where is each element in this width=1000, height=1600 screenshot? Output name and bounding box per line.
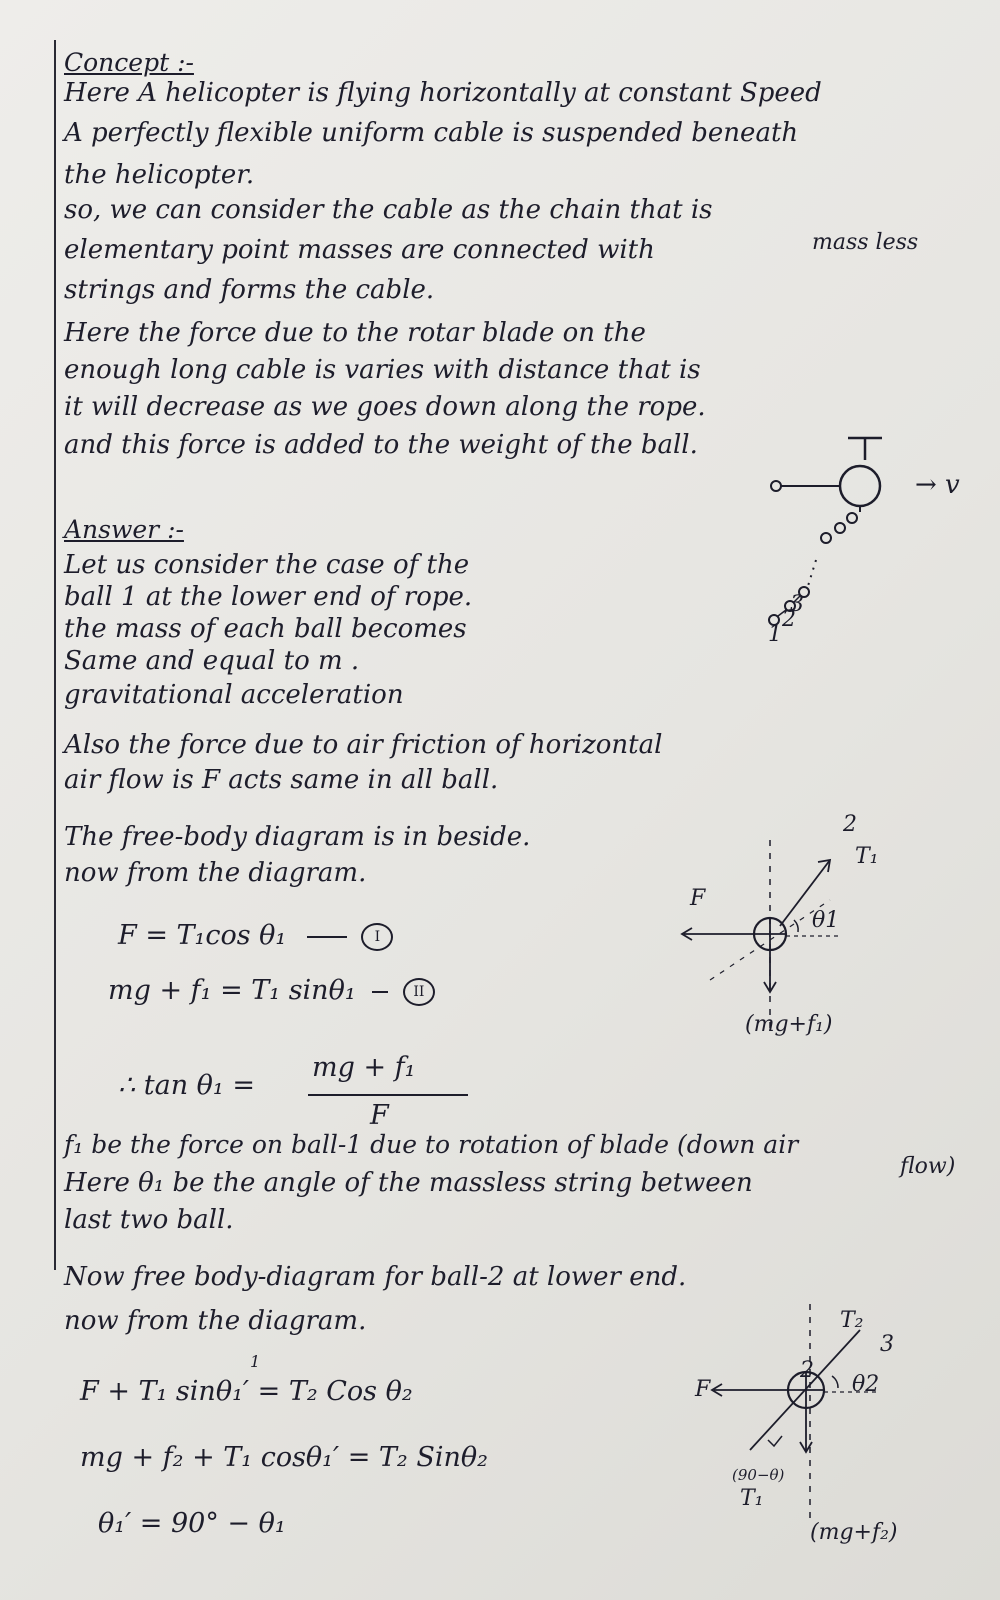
tan-equation-denominator: F: [370, 1100, 389, 1131]
concept-line-1: Here A helicopter is flying horizontally at constant Speed: [64, 78, 822, 108]
concept-heading: Concept :-: [64, 48, 194, 77]
margin-line: [54, 40, 56, 1270]
chain-label-3: 3: [790, 592, 804, 617]
fbd2-tension-top-label: T₂: [840, 1308, 864, 1333]
concept-line-10: and this force is added to the weight of the ball.: [64, 430, 698, 460]
equation-2-text: mg + f₁ = T₁ sinθ₁: [108, 975, 356, 1006]
explanation-line-5: now from the diagram.: [64, 1306, 367, 1336]
explanation-line-1: f₁ be the force on ball-1 due to rotation of blade (down air: [64, 1130, 799, 1159]
fbd2-node-top-label: 3: [880, 1332, 894, 1357]
equation-2-tag: II: [403, 978, 435, 1006]
equation-1-tag: I: [361, 923, 393, 951]
equation-4: mg + f₂ + T₁ cosθ₁′ = T₂ Sinθ₂: [80, 1442, 488, 1473]
equation-5: θ₁′ = 90° − θ₁: [98, 1508, 286, 1539]
answer-line-4: Same and equal to m .: [64, 646, 360, 676]
prime-mark: 1: [250, 1352, 261, 1371]
explanation-line-2: Here θ₁ be the angle of the massless string between: [64, 1168, 753, 1198]
concept-line-8: enough long cable is varies with distance that is: [64, 355, 701, 385]
concept-line-5-tail: mass less: [812, 230, 919, 255]
explanation-flow: flow): [900, 1154, 956, 1179]
answer-line-6: Also the force due to air friction of horizontal: [64, 730, 663, 760]
chain-label-2: 2: [782, 607, 796, 632]
fbd2-node-label: 2: [800, 1358, 814, 1383]
concept-line-7: Here the force due to the rotar blade on the: [64, 318, 646, 348]
equation-2: [108, 975, 435, 1006]
equation-3: F + T₁ sinθ₁′ = T₂ Cos θ₂: [80, 1376, 413, 1407]
answer-line-3: the mass of each ball becomes: [64, 614, 467, 644]
tan-equation-numerator: mg + f₁: [312, 1052, 416, 1083]
fbd1-tension-label: T₁: [855, 844, 879, 869]
fbd2-weight-label: (mg+f₂): [810, 1520, 898, 1545]
concept-line-9: it will decrease as we goes down along the rope.: [64, 392, 706, 422]
answer-line-8: The free-body diagram is in beside.: [64, 822, 531, 852]
answer-line-2: ball 1 at the lower end of rope.: [64, 582, 473, 612]
fbd1-angle-label: θ1: [812, 908, 840, 933]
concept-line-5: elementary point masses are connected with: [64, 235, 655, 265]
fbd1-weight-label: (mg+f₁): [745, 1012, 833, 1037]
chain-label-1: 1: [768, 622, 782, 647]
fbd-ball-2: [690, 1300, 910, 1520]
fbd2-tension-bottom-label: T₁: [740, 1486, 764, 1511]
fbd2-force-label: F: [695, 1377, 711, 1402]
answer-line-1: Let us consider the case of the: [64, 550, 470, 580]
fbd1-node-label: 2: [843, 812, 857, 837]
velocity-label: → v: [915, 470, 960, 500]
tan-fraction-bar: [308, 1094, 468, 1096]
answer-line-7: air flow is F acts same in all ball.: [64, 765, 499, 795]
answer-heading: Answer :-: [64, 515, 184, 544]
fbd2-angle-label: θ2: [852, 1372, 880, 1397]
concept-line-4: so, we can consider the cable as the chain that is: [64, 195, 713, 225]
concept-line-6: strings and forms the cable.: [64, 275, 435, 305]
equation-1-text: F = T₁cos θ₁: [118, 920, 287, 951]
explanation-line-4: Now free body-diagram for ball-2 at lower end.: [64, 1262, 687, 1292]
equation-1: [118, 920, 393, 951]
explanation-line-3: last two ball.: [64, 1205, 234, 1235]
equation-1-dash: [307, 936, 347, 938]
concept-line-3: the helicopter.: [64, 160, 255, 190]
answer-line-5: gravitational acceleration: [64, 680, 404, 710]
tan-equation-lhs: ∴ tan θ₁ =: [118, 1070, 255, 1101]
concept-line-2: A perfectly flexible uniform cable is suspended beneath: [64, 118, 799, 148]
equation-2-dash: [372, 991, 388, 993]
fbd2-angle-bottom-label: (90−θ): [732, 1466, 785, 1484]
fbd1-force-label: F: [690, 886, 706, 911]
answer-line-9: now from the diagram.: [64, 858, 367, 888]
